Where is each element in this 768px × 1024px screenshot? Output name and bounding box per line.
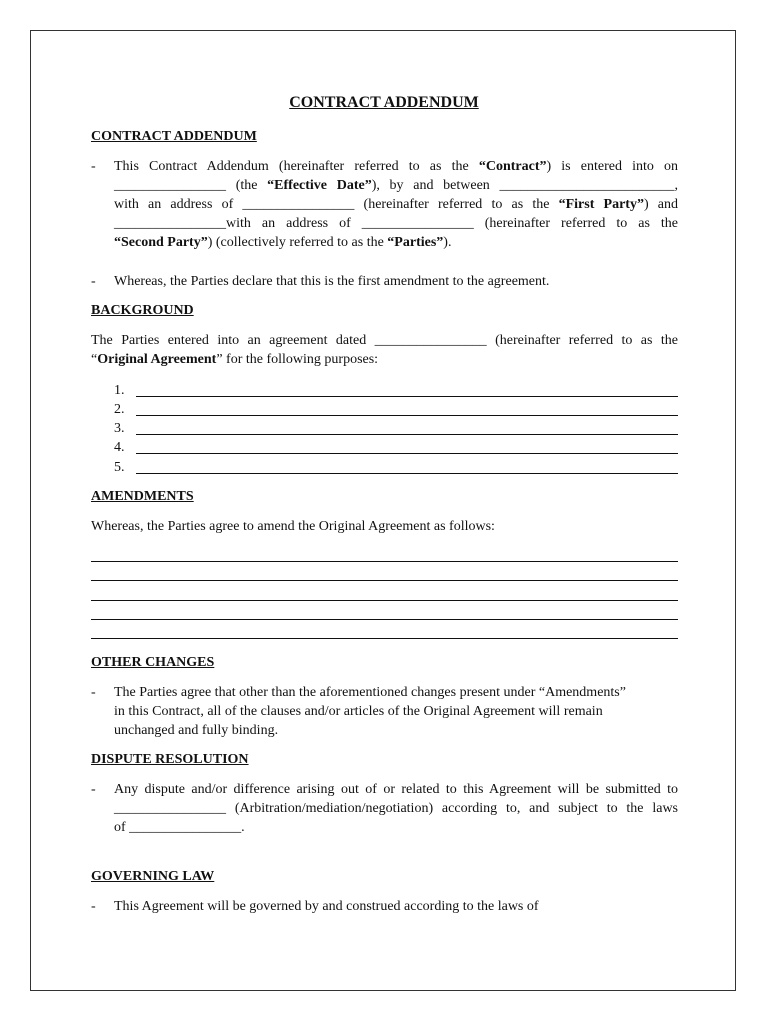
intro-line-1: This Contract Addendum (hereinafter referred to as the “Contract”) is entered into on	[114, 159, 678, 174]
blank-line	[91, 600, 678, 601]
intro-whereas: Whereas, the Parties declare that this is the first amendment to the agreement.	[114, 274, 550, 289]
blank-line	[91, 561, 678, 562]
list-item-number: 3.	[114, 421, 125, 436]
blank-line	[136, 473, 678, 474]
intro-line-4: ________________with an address of ________________ (hereinafter referred to as the	[114, 216, 678, 231]
list-item-number: 2.	[114, 402, 125, 417]
background-line-1: The Parties entered into an agreement dated ________________ (hereinafter referred to as the	[91, 333, 678, 348]
document-title: CONTRACT ADDENDUM	[289, 94, 479, 111]
dispute-line-3: of ________________.	[114, 820, 245, 835]
list-item-number: 4.	[114, 440, 125, 455]
intro-line-2: ________________ (the “Effective Date”), by and between _________________________,	[114, 178, 678, 193]
bullet-dash: -	[91, 685, 96, 700]
section-heading-amendments: AMENDMENTS	[91, 489, 194, 504]
list-item-number: 5.	[114, 460, 125, 475]
blank-line	[91, 638, 678, 639]
bullet-dash: -	[91, 274, 96, 289]
intro-line-5: “Second Party”) (collectively referred to as the “Parties”).	[114, 235, 452, 250]
other-changes-line-1: The Parties agree that other than the aforementioned changes present under “Amendments”	[114, 685, 626, 700]
document-page	[30, 30, 736, 991]
blank-line	[136, 453, 678, 454]
blank-line	[91, 619, 678, 620]
section-heading-contract-addendum: CONTRACT ADDENDUM	[91, 129, 257, 144]
section-heading-background: BACKGROUND	[91, 303, 194, 318]
blank-line	[136, 396, 678, 397]
dispute-line-1: Any dispute and/or difference arising out of or related to this Agreement will be submitted to	[114, 782, 678, 797]
dispute-line-2: ________________ (Arbitration/mediation/negotiation) according to, and subject to the laws	[114, 801, 678, 816]
other-changes-line-3: unchanged and fully binding.	[114, 723, 279, 738]
amendments-line-1: Whereas, the Parties agree to amend the Original Agreement as follows:	[91, 519, 495, 534]
section-heading-dispute-resolution: DISPUTE RESOLUTION	[91, 752, 249, 767]
bullet-dash: -	[91, 782, 96, 797]
background-line-2: “Original Agreement” for the following purposes:	[91, 352, 379, 367]
governing-line-1: This Agreement will be governed by and construed according to the laws of	[114, 899, 539, 914]
section-heading-governing-law: GOVERNING LAW	[91, 869, 215, 884]
blank-line	[91, 580, 678, 581]
bullet-dash: -	[91, 159, 96, 174]
bullet-dash: -	[91, 899, 96, 914]
blank-line	[136, 434, 678, 435]
section-heading-other-changes: OTHER CHANGES	[91, 655, 215, 670]
blank-line	[136, 415, 678, 416]
intro-line-3: with an address of ________________ (hereinafter referred to as the “First Party”) and	[114, 197, 678, 212]
list-item-number: 1.	[114, 383, 125, 398]
other-changes-line-2: in this Contract, all of the clauses and/or articles of the Original Agreement will remain	[114, 704, 603, 719]
